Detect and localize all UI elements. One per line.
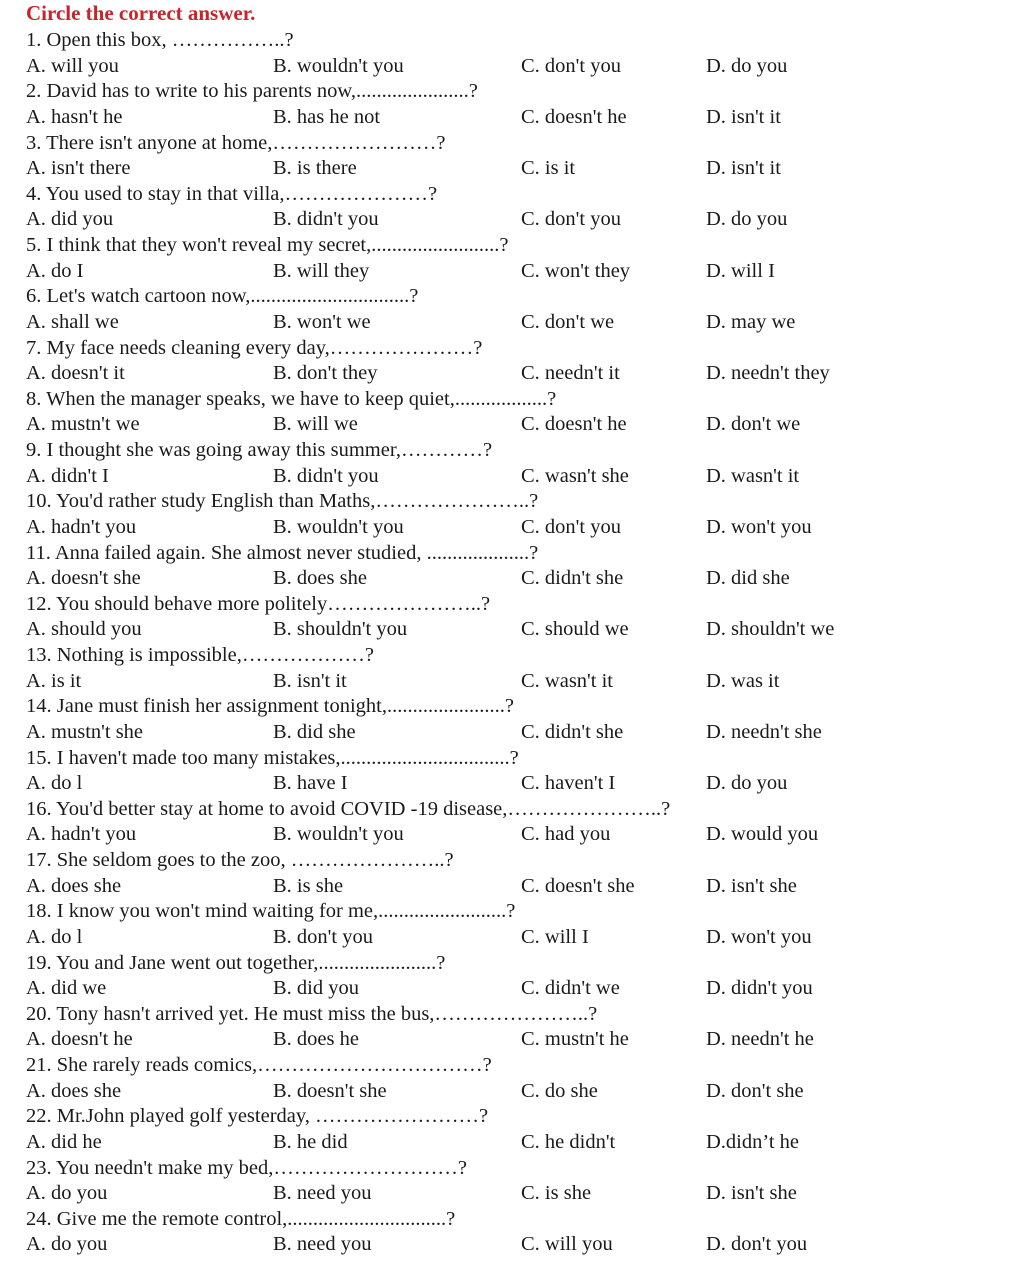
question-1-prompt: 1. Open this box, ……………..? [26,29,294,51]
question-24-prompt: 24. Give me the remote control,...............................? [26,1207,456,1230]
question-8-prompt: 8. When the manager speaks, we have to keep quiet,..................? [26,387,557,410]
question-15-option-b[interactable]: B. have I [273,772,348,794]
question-11-option-a[interactable]: A. doesn't she [26,567,141,589]
question-5-option-b[interactable]: B. will they [273,259,370,282]
question-14-option-d[interactable]: D. needn't she [706,720,822,743]
question-20-option-b[interactable]: B. does he [273,1028,359,1051]
question-9-option-d[interactable]: D. wasn't it [706,464,800,487]
question-19-option-c[interactable]: C. didn't we [521,977,620,999]
question-4-prompt: 4. You used to stay in that villa,…………………? [26,182,438,205]
question-20-option-a[interactable]: A. doesn't he [26,1028,133,1051]
question-12-option-b[interactable]: B. shouldn't you [273,618,408,641]
question-7-prompt: 7. My face needs cleaning every day,…………………? [26,336,483,359]
question-12-option-c[interactable]: C. should we [521,618,629,641]
question-11-prompt: 11. Anna failed again. She almost never studied, ....................? [26,541,539,564]
question-18-prompt: 18. I know you won't mind waiting for me,.........................? [26,900,516,923]
question-11-option-c[interactable]: C. didn't she [521,567,624,589]
question-10-prompt: 10. You'd rather study English than Maths,…………………..? [26,490,539,513]
question-14-option-c[interactable]: C. didn't she [521,720,624,743]
question-18-option-c[interactable]: C. will I [521,925,589,948]
question-13-option-b[interactable]: B. isn't it [273,669,347,692]
question-1-option-c[interactable]: C. don't you [521,54,621,77]
question-3-option-d[interactable]: D. isn't it [706,157,781,179]
question-21-option-b[interactable]: B. doesn't she [273,1079,387,1102]
question-21-option-d[interactable]: D. don't she [706,1079,804,1102]
question-22-option-d[interactable]: D.didn’t he [706,1130,800,1153]
question-17-prompt: 17. She seldom goes to the zoo, …………………..? [26,849,454,871]
question-14-prompt: 14. Jane must finish her assignment tonight,.......................? [26,695,514,718]
question-4-option-b[interactable]: B. didn't you [273,208,379,231]
question-8-option-b[interactable]: B. will we [273,413,358,436]
question-22-option-c[interactable]: C. he didn't [521,1130,616,1153]
question-17-option-d[interactable]: D. isn't she [706,874,797,897]
question-16-option-b[interactable]: B. wouldn't you [273,823,404,846]
question-12-prompt: 12. You should behave more politely…………………..? [26,592,491,615]
question-20-prompt: 20. Tony hasn't arrived yet. He must miss the bus,…………………..? [26,1002,598,1025]
question-19-option-d[interactable]: D. didn't you [706,977,813,999]
question-17-option-b[interactable]: B. is she [273,874,344,897]
question-12-option-d[interactable]: D. shouldn't we [706,618,835,641]
question-6-option-c[interactable]: C. don't we [521,310,615,333]
question-15-option-a[interactable]: A. do l [26,772,83,794]
question-1-option-d[interactable]: D. do you [706,54,788,77]
question-2-prompt: 2. David has to write to his parents now,......................? [26,80,478,103]
question-10-option-a[interactable]: A. hadn't you [26,515,137,538]
question-20-option-d[interactable]: D. needn't he [706,1028,814,1051]
instructions-heading: Circle the correct answer. [26,1,256,25]
question-17-option-c[interactable]: C. doesn't she [521,874,635,897]
question-16-prompt: 16. You'd better stay at home to avoid COVID -19 disease,…………………..? [26,797,671,820]
question-21-prompt: 21. She rarely reads comics,……………………………? [26,1054,492,1076]
question-13-option-d[interactable]: D. was it [706,669,780,692]
question-15-option-d[interactable]: D. do you [706,772,788,794]
question-3-option-b[interactable]: B. is there [273,157,357,179]
question-11-option-b[interactable]: B. does she [273,567,367,589]
question-2-option-d[interactable]: D. isn't it [706,105,781,128]
question-9-option-b[interactable]: B. didn't you [273,464,379,487]
question-4-option-d[interactable]: D. do you [706,208,788,231]
question-10-option-d[interactable]: D. won't you [706,515,812,538]
question-22-option-b[interactable]: B. he did [273,1130,348,1153]
question-21-option-a[interactable]: A. does she [26,1079,122,1102]
question-3-option-c[interactable]: C. is it [521,157,576,179]
question-3-option-a[interactable]: A. isn't there [26,157,131,179]
question-5-option-d[interactable]: D. will I [706,259,775,282]
question-9-option-c[interactable]: C. wasn't she [521,464,629,487]
question-10-option-c[interactable]: C. don't you [521,515,621,538]
question-2-option-a[interactable]: A. hasn't he [26,105,123,128]
question-22-prompt: 22. Mr.John played golf yesterday, ……………………? [26,1105,489,1128]
question-11-option-d[interactable]: D. did she [706,567,790,589]
question-19-prompt: 19. You and Jane went out together,.......................? [26,951,446,974]
question-9-prompt: 9. I thought she was going away this summer,…………? [26,439,493,461]
question-8-option-d[interactable]: D. don't we [706,413,801,436]
question-18-option-b[interactable]: B. don't you [273,925,373,948]
question-22-option-a[interactable]: A. did he [26,1130,102,1153]
question-6-option-a[interactable]: A. shall we [26,310,119,333]
question-24-option-d[interactable]: D. don't you [706,1233,808,1256]
question-1-option-a[interactable]: A. will you [26,54,119,77]
question-13-option-a[interactable]: A. is it [26,669,82,692]
question-23-option-b[interactable]: B. need you [273,1182,372,1204]
question-21-option-c[interactable]: C. do she [521,1079,598,1102]
question-13-option-c[interactable]: C. wasn't it [521,669,613,692]
question-24-option-c[interactable]: C. will you [521,1233,613,1256]
question-23-option-a[interactable]: A. do you [26,1182,108,1204]
question-4-option-a[interactable]: A. did you [26,208,114,231]
question-3-prompt: 3. There isn't anyone at home,……………………? [26,131,446,154]
question-5-option-c[interactable]: C. won't they [521,259,631,282]
question-16-option-c[interactable]: C. had you [521,823,611,846]
question-2-option-c[interactable]: C. doesn't he [521,105,627,128]
question-10-option-b[interactable]: B. wouldn't you [273,515,404,538]
question-6-option-d[interactable]: D. may we [706,310,796,333]
question-19-option-b[interactable]: B. did you [273,977,359,999]
question-1-option-b[interactable]: B. wouldn't you [273,54,404,77]
question-18-option-d[interactable]: D. won't you [706,925,812,948]
question-8-option-c[interactable]: C. doesn't he [521,413,627,436]
question-14-option-b[interactable]: B. did she [273,720,356,743]
question-19-option-a[interactable]: A. did we [26,977,107,999]
question-9-option-a[interactable]: A. didn't I [26,464,109,487]
question-24-option-a[interactable]: A. do you [26,1233,108,1256]
question-7-option-d[interactable]: D. needn't they [706,362,830,384]
question-18-option-a[interactable]: A. do l [26,925,83,948]
question-7-option-b[interactable]: B. don't they [273,362,378,384]
question-2-option-b[interactable]: B. has he not [273,105,381,128]
question-5-prompt: 5. I think that they won't reveal my secret,.........................? [26,234,509,256]
question-7-option-a[interactable]: A. doesn't it [26,362,125,384]
question-15-option-c[interactable]: C. haven't I [521,772,616,794]
question-15-prompt: 15. I haven't made too many mistakes,.................................? [26,746,519,769]
question-16-option-d[interactable]: D. would you [706,823,819,846]
question-17-option-a[interactable]: A. does she [26,874,122,897]
question-6-prompt: 6. Let's watch cartoon now,...............................? [26,285,419,308]
question-20-option-c[interactable]: C. mustn't he [521,1028,629,1051]
question-4-option-c[interactable]: C. don't you [521,208,621,231]
question-5-option-a[interactable]: A. do I [26,259,84,282]
question-24-option-b[interactable]: B. need you [273,1233,372,1256]
question-13-prompt: 13. Nothing is impossible,………………? [26,644,374,666]
question-12-option-a[interactable]: A. should you [26,618,142,641]
question-23-prompt: 23. You needn't make my bed,………………………? [26,1156,467,1179]
question-14-option-a[interactable]: A. mustn't she [26,720,144,743]
question-6-option-b[interactable]: B. won't we [273,310,371,333]
question-23-option-d[interactable]: D. isn't she [706,1182,797,1204]
question-7-option-c[interactable]: C. needn't it [521,362,620,384]
question-23-option-c[interactable]: C. is she [521,1182,592,1204]
question-8-option-a[interactable]: A. mustn't we [26,413,140,436]
question-16-option-a[interactable]: A. hadn't you [26,823,137,846]
